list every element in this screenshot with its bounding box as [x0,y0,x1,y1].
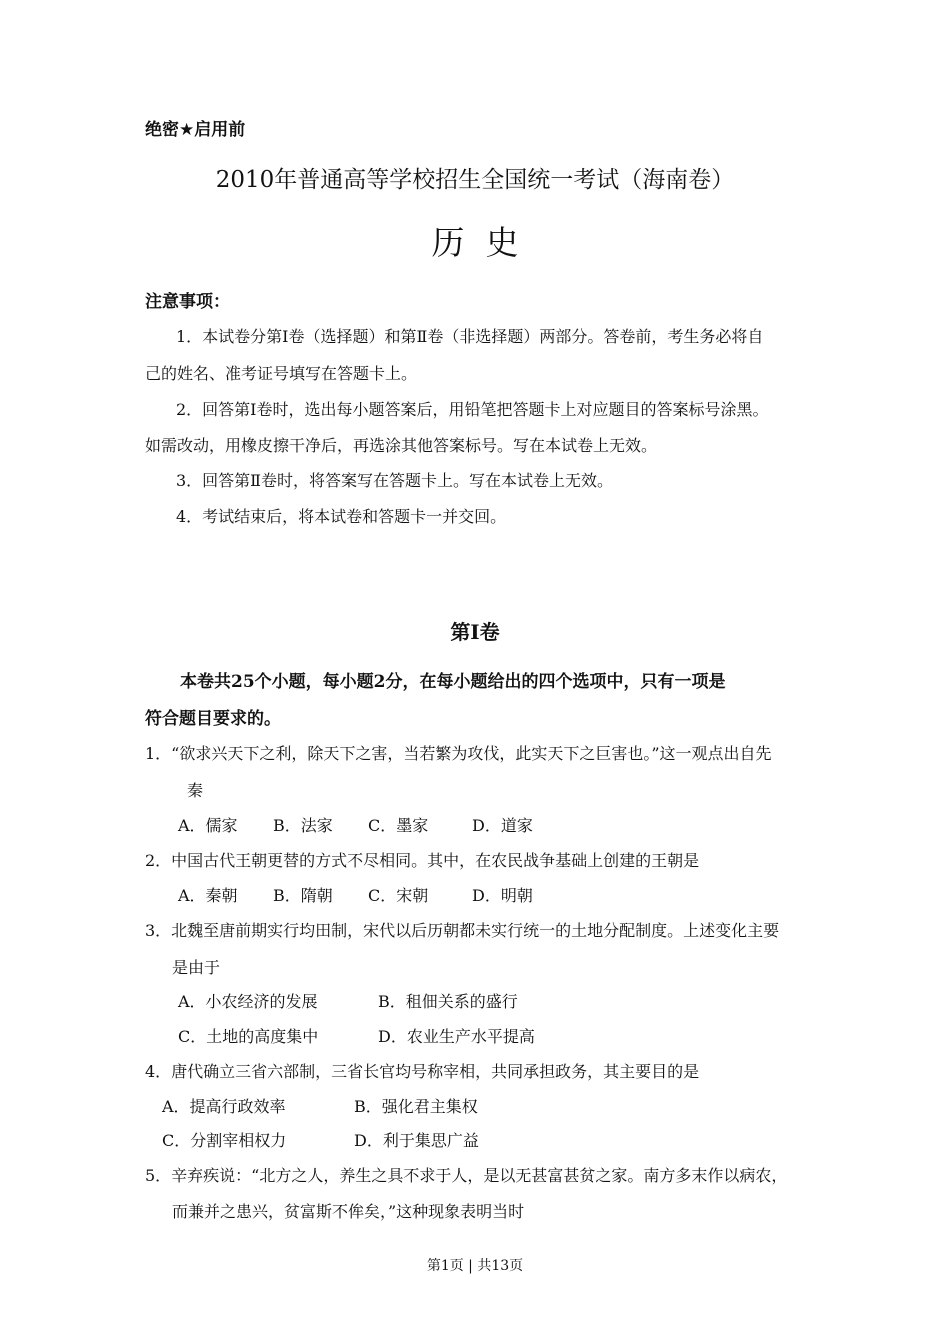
option-a: A．提高行政效率 [162,1097,286,1116]
option-c: C．分割宰相权力 [162,1131,287,1150]
notice-item: 2．回答第Ⅰ卷时，选出每小题答案后，用铅笔把答题卡上对应题目的答案标号涂黑。 [176,400,769,419]
question-stem: 而兼并之患兴，贫富斯不侔矣，”这种现象表明当时 [172,1202,525,1221]
option-b: B．租佃关系的盛行 [378,992,518,1011]
option-c: C．土地的高度集中 [178,1027,319,1046]
option-a: A．儒家 [178,816,238,835]
option-b: B．隋朝 [273,886,333,905]
page-footer: 第1页 | 共13页 [426,1258,524,1274]
option-d: D．农业生产水平提高 [378,1027,535,1046]
notice-item: 1．本试卷分第Ⅰ卷（选择题）和第Ⅱ卷（非选择题）两部分。答卷前，考生务必将自 [176,327,764,346]
question-stem: 2．中国古代王朝更替的方式不尽相同。其中，在农民战争基础上创建的王朝是 [145,851,700,870]
notice-item: 己的姓名、准考证号填写在答题卡上。 [145,364,418,383]
option-d: D．道家 [472,816,533,835]
exam-title: 2010年普通高等学校招生全国统一考试（海南卷） [215,167,735,193]
question-stem: 3．北魏至唐前期实行均田制，宋代以后历朝都未实行统一的土地分配制度。上述变化主要 [145,921,780,940]
section-title: 第Ⅰ卷 [450,620,500,644]
section-instruction: 符合题目要求的。 [145,709,281,729]
subject-title: 历 史 [431,223,519,262]
option-b: B．强化君主集权 [354,1097,478,1116]
option-b: B．法家 [273,816,333,835]
notice-item: 3．回答第Ⅱ卷时，将答案写在答题卡上。写在本试卷上无效。 [176,471,614,490]
notice-item: 如需改动，用橡皮擦干净后，再选涂其他答案标号。写在本试卷上无效。 [145,436,658,455]
section-instruction: 本卷共25个小题，每小题2分，在每小题给出的四个选项中，只有一项是 [180,672,726,692]
notice-item: 4．考试结束后，将本试卷和答题卡一并交回。 [176,507,507,526]
option-d: D．利于集思广益 [354,1131,479,1150]
option-c: C．墨家 [368,816,429,835]
question-stem: 是由于 [172,958,221,977]
notice-heading: 注意事项： [145,292,230,312]
option-c: C．宋朝 [368,886,429,905]
classification-label: 绝密★启用前 [145,120,246,140]
question-stem: 1．“欲求兴天下之利，除天下之害，当若繁为攻伐，此实天下之巨害也。”这一观点出自先 [145,744,772,763]
option-a: A．小农经济的发展 [178,992,318,1011]
option-a: A．秦朝 [178,886,238,905]
question-stem: 5．辛弃疾说：“北方之人，养生之具不求于人，是以无甚富甚贫之家。南方多末作以病农， [145,1166,788,1185]
question-stem: 秦 [187,781,204,800]
question-stem: 4．唐代确立三省六部制，三省长官均号称宰相，共同承担政务，其主要目的是 [145,1062,700,1081]
option-d: D．明朝 [472,886,533,905]
